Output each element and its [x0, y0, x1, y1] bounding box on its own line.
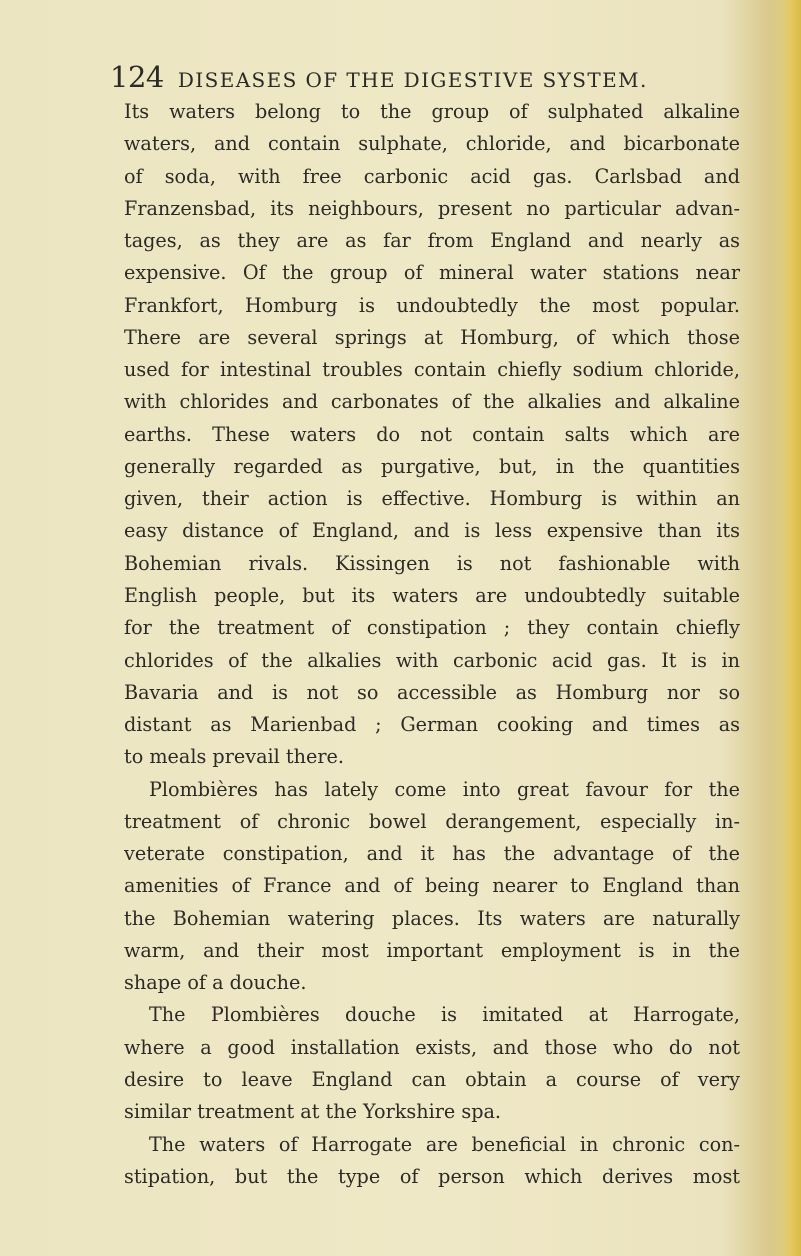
text-line: treatment of chronic bowel derangement, especially in-: [124, 809, 740, 833]
text-line: for the treatment of constipation ; they contain chiefly: [124, 616, 740, 640]
text-line: The Plombières douche is imitated at Harrogate,: [149, 1003, 740, 1027]
text-line: expensive. Of the group of mineral water stations near: [124, 261, 740, 285]
text-line: generally regarded as purgative, but, in the quantities: [124, 454, 740, 478]
text-line: Plombières has lately come into great favour for the: [149, 777, 740, 801]
text-line: used for intestinal troubles contain chiefly sodium chloride,: [124, 358, 740, 382]
text-line: Franzensbad, its neighbours, present no particular advan-: [124, 196, 740, 220]
text-line: There are several springs at Homburg, of which those: [124, 325, 740, 349]
text-line: veterate constipation, and it has the advantage of the: [124, 842, 740, 866]
text-line: the Bohemian watering places. Its waters are naturally: [124, 906, 740, 930]
text-line: earths. These waters do not contain salts which are: [124, 422, 740, 446]
page-edge-shadow: [783, 0, 801, 1256]
text-line: where a good installation exists, and those who do not: [124, 1035, 740, 1059]
text-line: stipation, but the type of person which derives most: [124, 1164, 740, 1188]
text-line: of soda, with free carbonic acid gas. Carlsbad and: [124, 164, 740, 188]
body-text: [124, 96, 740, 1193]
text-line: amenities of France and of being nearer to England than: [124, 874, 740, 898]
text-line: easy distance of England, and is less expensive than its: [124, 519, 740, 543]
text-line: shape of a douche.: [124, 971, 307, 995]
text-line: Its waters belong to the group of sulphated alkaline: [124, 100, 740, 123]
text-line: Frankfort, Homburg is undoubtedly the most popular.: [124, 293, 740, 317]
text-line: given, their action is effective. Homburg is within an: [124, 487, 740, 511]
running-header: [110, 60, 710, 100]
text-line: Bohemian rivals. Kissingen is not fashionable with: [124, 551, 740, 575]
text-line: with chlorides and carbonates of the alkalies and alkaline: [124, 390, 740, 414]
text-line: to meals prevail there.: [124, 745, 344, 769]
running-title: DISEASES OF THE DIGESTIVE SYSTEM.: [177, 68, 648, 92]
page-number: 124: [110, 60, 164, 94]
text-line: Bavaria and is not so accessible as Homburg nor so: [124, 680, 740, 704]
text-line: similar treatment at the Yorkshire spa.: [124, 1100, 502, 1124]
text-line: warm, and their most important employment is in the: [124, 938, 740, 962]
text-line: distant as Marienbad ; German cooking and times as: [124, 713, 740, 737]
text-line: English people, but its waters are undoubtedly suitable: [124, 583, 740, 607]
text-line: chlorides of the alkalies with carbonic acid gas. It is in: [124, 648, 740, 672]
text-line: waters, and contain sulphate, chloride, and bicarbonate: [124, 132, 740, 156]
text-line: tages, as they are as far from England and nearly as: [124, 229, 740, 253]
text-line: desire to leave England can obtain a course of very: [124, 1067, 740, 1091]
text-line: The waters of Harrogate are beneficial in chronic con-: [149, 1132, 740, 1156]
